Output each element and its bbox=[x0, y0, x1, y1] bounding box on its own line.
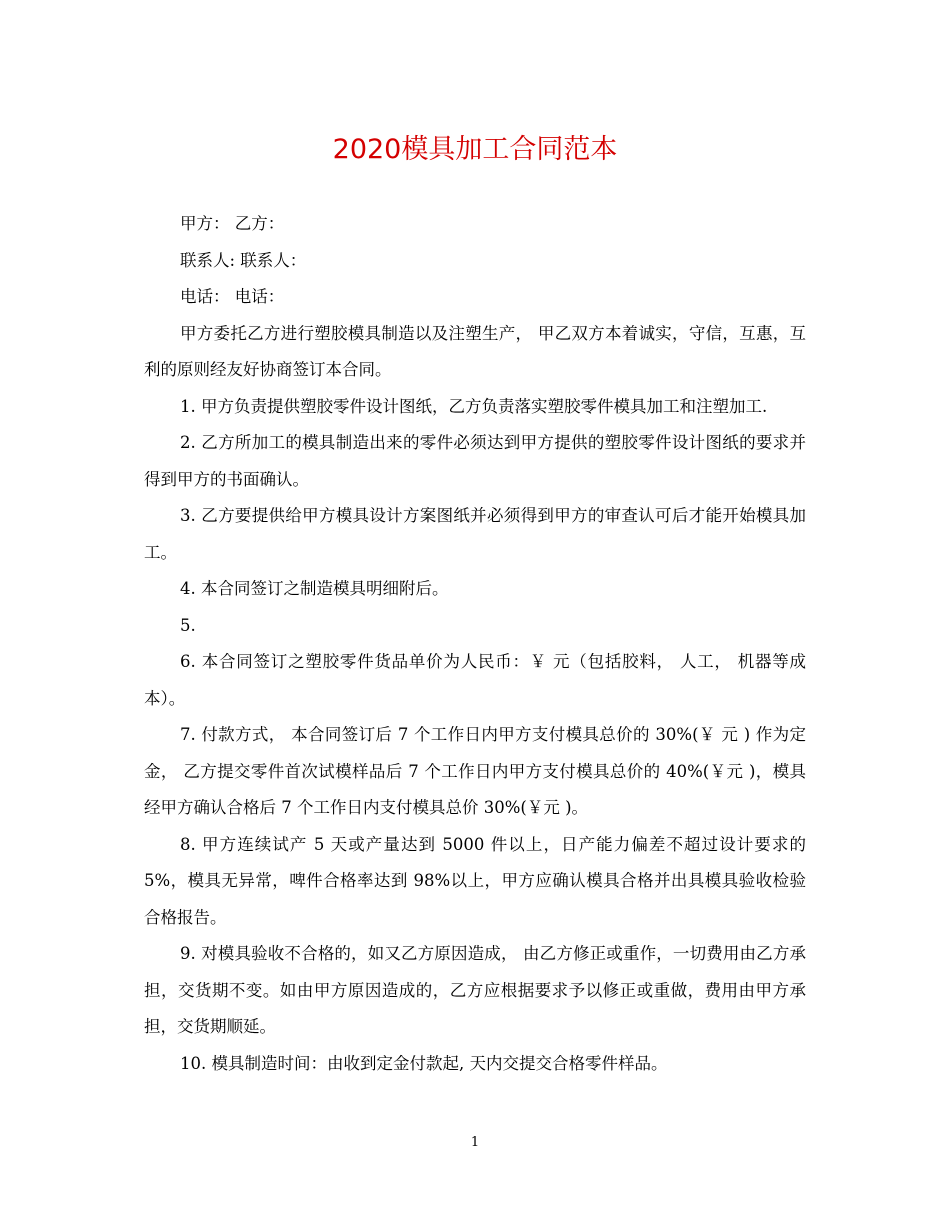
clause-5: 5. bbox=[180, 615, 196, 635]
clause-7: 7. 付款方式， 本合同签订后 7 个工作日内甲方支付模具总价的 30%(￥ 元 ) 作为定金， 乙方提交零件首次试模样品后 7 个工作日内甲方支付模具总价的 40%(￥元 )，模具经甲方确认合格后 7 个工作日内支付模具总价 30%(￥元 )。 bbox=[144, 725, 806, 817]
page-number: 1 bbox=[470, 1135, 480, 1150]
party-line: 甲方： 乙方： bbox=[180, 214, 285, 233]
phone-line: 电话： 电话： bbox=[180, 287, 285, 306]
clause-4: 4. 本合同签订之制造模具明细附后。 bbox=[180, 579, 449, 598]
contact-line: 联系人: 联系人： bbox=[180, 250, 307, 270]
clause-10: 10. 模具制造时间：由收到定金付款起, 天内交提交合格零件样品。 bbox=[180, 1053, 668, 1073]
clause-9: 9. 对模具验收不合格的，如又乙方原因造成， 由乙方修正或重作，一切费用由乙方承担，交货期不变。如由甲方原因造成的，乙方应根据要求予以修正或重做，费用由甲方承担，交货期顺延。 bbox=[144, 944, 806, 1036]
clause-6: 6. 本合同签订之塑胶零件货品单价为人民币：￥ 元（包括胶料， 人工， 机器等成本）。 bbox=[144, 652, 806, 708]
preamble-paragraph: 甲方委托乙方进行塑胶模具制造以及注塑生产， 甲乙双方本着诚实，守信，互惠，互利的原则经友好协商签订本合同。 bbox=[144, 323, 806, 379]
document-body bbox=[144, 206, 806, 1082]
document-title: 2020模具加工合同范本 bbox=[332, 134, 618, 165]
clause-3: 3. 乙方要提供给甲方模具设计方案图纸并必须得到甲方的审查认可后才能开始模具加工。 bbox=[144, 506, 806, 562]
clause-1: 1. 甲方负责提供塑胶零件设计图纸，乙方负责落实塑胶零件模具加工和注塑加工. bbox=[180, 396, 768, 416]
clause-8: 8. 甲方连续试产 5 天或产量达到 5000 件以上，日产能力偏差不超过设计要求的 5%，模具无异常，啤件合格率达到 98%以上，甲方应确认模具合格并出具模具验收检验合格报告。 bbox=[144, 834, 806, 927]
clause-2: 2. 乙方所加工的模具制造出来的零件必须达到甲方提供的塑胶零件设计图纸的要求并得到甲方的书面确认。 bbox=[144, 433, 806, 489]
